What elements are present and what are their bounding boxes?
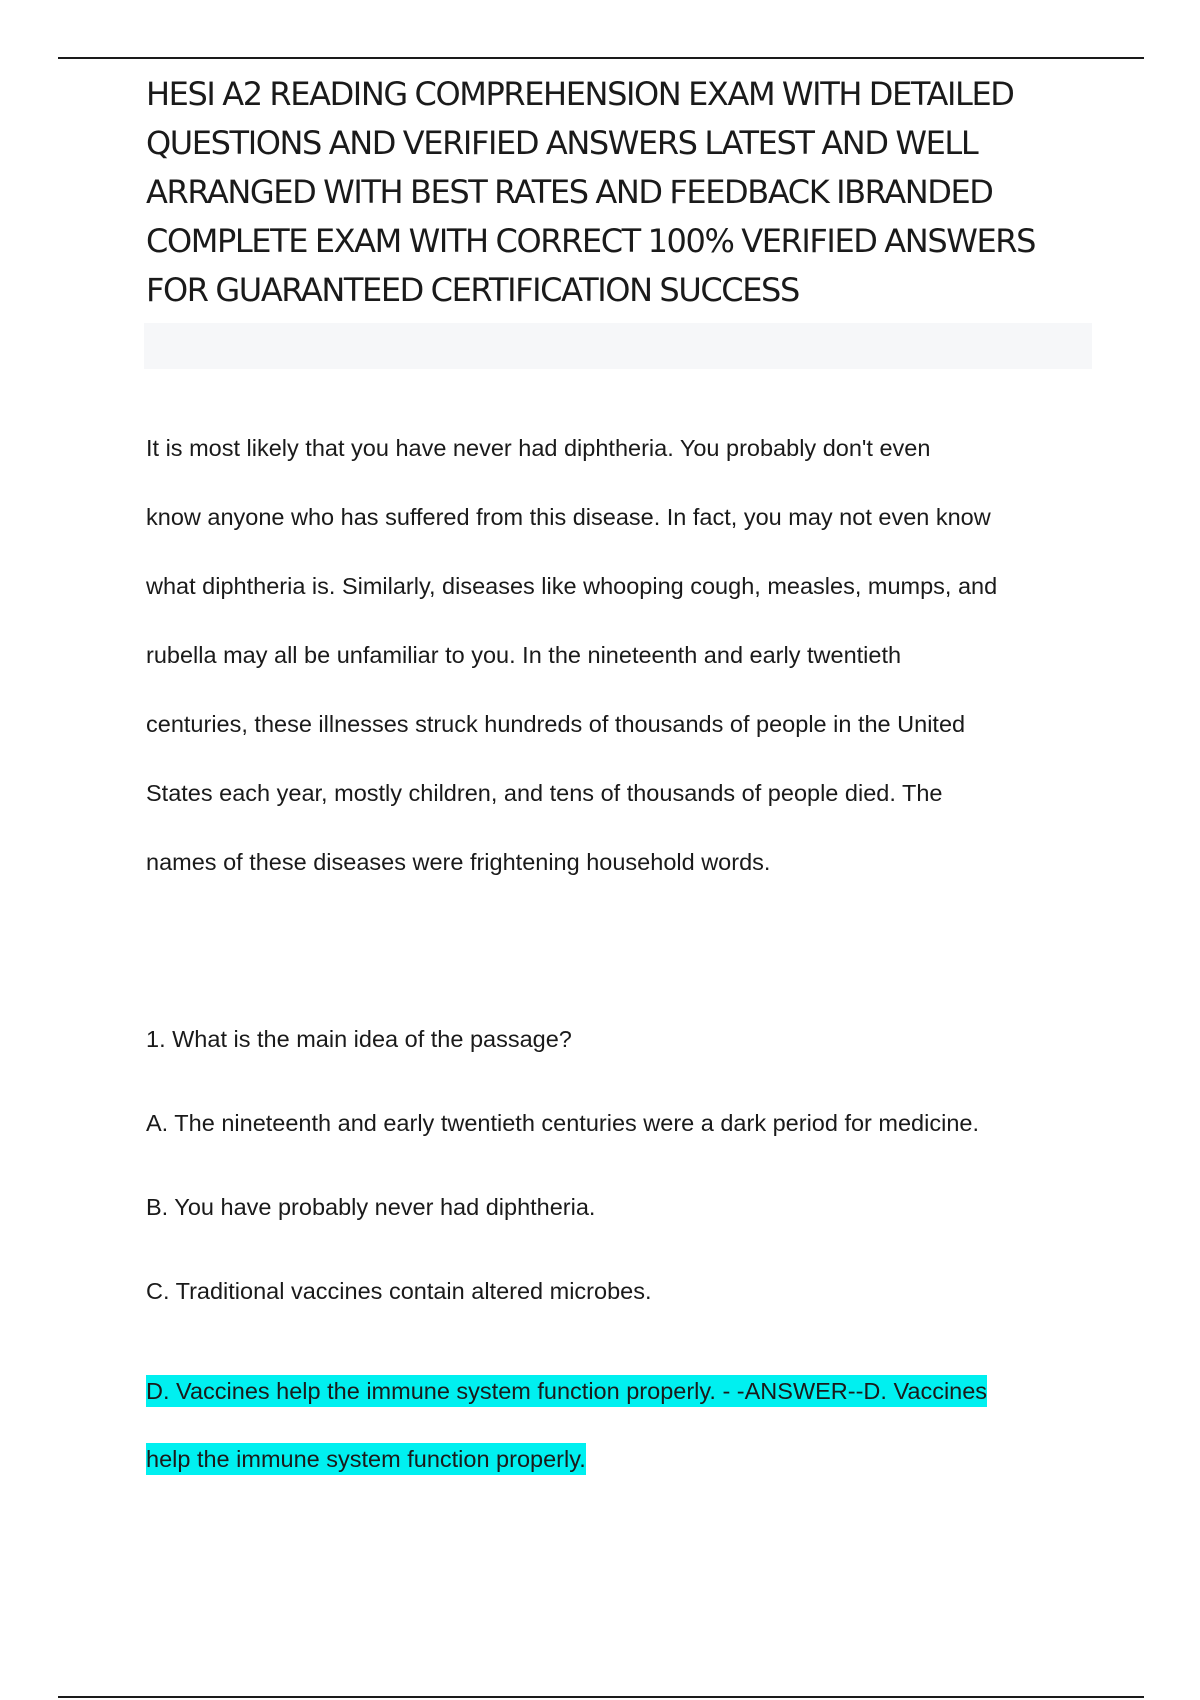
- reading-passage: [146, 414, 1096, 897]
- passage-line: names of these diseases were frightening household words.: [146, 849, 771, 875]
- bottom-rule: [58, 1696, 1144, 1698]
- document-content: [146, 70, 1096, 1493]
- passage-line: centuries, these illnesses struck hundreds of thousands of people in the United: [146, 711, 966, 737]
- answer-line: help the immune system function properly.: [146, 1443, 586, 1475]
- document-title: HESI A2 READING COMPREHENSION EXAM WITH DETAILED QUESTIONS AND VERIFIED ANSWERS LATEST AND WELL ARRANGED WITH BEST RATES AND FEEDBACK IBRANDED COMPLETE EXAM WITH CORRECT 100% VERIFIED ANSWERS FOR GUARANTEED CERTIFICATION SUCCESS: [146, 75, 1036, 309]
- passage-line: It is most likely that you have never had diphtheria. You probably don't even: [146, 435, 931, 461]
- top-rule: [58, 57, 1144, 59]
- passage-line: what diphtheria is. Similarly, diseases like whooping cough, measles, mumps, and: [146, 573, 998, 599]
- option-c: C. Traditional vaccines contain altered microbes.: [146, 1278, 652, 1304]
- option-b: B. You have probably never had diphtheria.: [146, 1194, 596, 1220]
- highlighted-answer: [146, 1357, 1096, 1493]
- option-a: A. The nineteenth and early twentieth centuries were a dark period for medicine.: [146, 1110, 979, 1136]
- passage-line: States each year, mostly children, and tens of thousands of people died. The: [146, 780, 943, 806]
- passage-line: know anyone who has suffered from this disease. In fact, you may not even know: [146, 504, 991, 530]
- answer-line: D. Vaccines help the immune system function properly. - -ANSWER--D. Vaccines: [146, 1375, 987, 1407]
- passage-line: rubella may all be unfamiliar to you. In the nineteenth and early twentieth: [146, 642, 902, 668]
- question-text: 1. What is the main idea of the passage?: [146, 1026, 572, 1052]
- title-band: [144, 323, 1092, 369]
